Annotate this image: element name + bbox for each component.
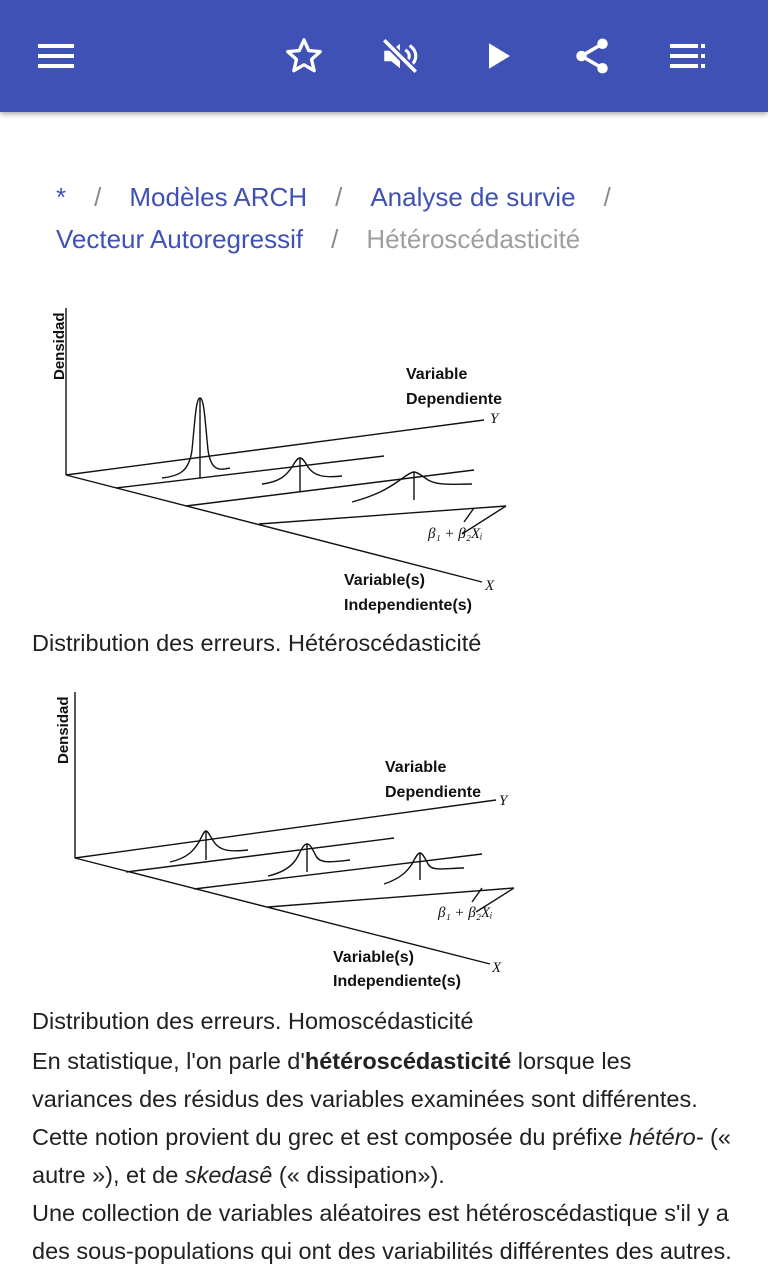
x-axis-label: X (492, 960, 502, 976)
independent-variable-label-line1: Variable(s) (333, 949, 414, 966)
density-label: Densidad (51, 312, 68, 380)
breadcrumb-separator: / (335, 182, 343, 212)
app-bar (0, 0, 768, 112)
table-of-contents-button[interactable] (660, 28, 716, 84)
italic-term: hétéro- (629, 1124, 704, 1150)
breadcrumb (56, 176, 736, 260)
hamburger-menu-icon (36, 41, 76, 71)
y-axis-label: Y (490, 411, 499, 427)
regression-label: β₁ + β₂Xᵢ (428, 526, 483, 542)
breadcrumb-current: Hétéroscédasticité (366, 224, 581, 254)
article-body (32, 1042, 738, 1270)
breadcrumb-item-vecteur[interactable]: Vecteur Autoregressif (56, 224, 304, 254)
list-icon (668, 41, 708, 71)
text-run: lorsque les variances des résidus des variables examinées sont différentes. Cette notion provient du grec et est composée du préfixe (32, 1048, 698, 1150)
heteroscedasticity-diagram (44, 300, 514, 620)
figure-caption-heteroscedasticity: Distribution des erreurs. Hétéroscédasticité (32, 630, 482, 656)
homoscedasticity-diagram (44, 686, 514, 998)
breadcrumb-item-survie[interactable]: Analyse de survie (370, 182, 576, 212)
x-axis-line (66, 475, 482, 582)
independent-variable-label-line2: Independiente(s) (333, 973, 462, 990)
x-axis-line (75, 858, 490, 964)
breadcrumb-separator: / (94, 182, 102, 212)
play-button[interactable] (470, 28, 526, 84)
article-paragraph-2: Une collection de variables aléatoires est hétéroscédastique s'il y a des sous-populations qui ont des variabilités différentes des autres. (32, 1200, 732, 1264)
volume-off-icon (379, 35, 421, 77)
dependent-variable-label-line1: Variable (385, 759, 447, 776)
text-run: (« dissipation»). (272, 1162, 445, 1188)
independent-variable-label-line1: Variable(s) (344, 572, 425, 589)
dependent-variable-label-line2: Dependiente (385, 784, 482, 801)
bold-term: hétéroscédasticité (304, 1048, 512, 1074)
error-curve-1 (162, 398, 230, 478)
share-button[interactable] (564, 28, 620, 84)
play-icon (480, 38, 516, 74)
figure-caption-homoscedasticity: Distribution des erreurs. Homoscédasticité (32, 1008, 474, 1034)
dependent-variable-label-line2: Dependiente (406, 391, 503, 408)
breadcrumb-separator: / (603, 182, 611, 212)
menu-button[interactable] (28, 28, 84, 84)
share-icon (571, 35, 613, 77)
star-outline-icon (283, 35, 325, 77)
breadcrumb-item-arch[interactable]: Modèles ARCH (129, 182, 308, 212)
error-curve-3 (352, 472, 472, 502)
y-axis-line (75, 800, 496, 858)
italic-term: skedasê (184, 1162, 273, 1188)
dependent-variable-label-line1: Variable (406, 366, 468, 383)
article-paragraph-1 (32, 1042, 738, 1194)
figure-homoscedasticity (44, 686, 514, 1003)
regression-label: β₁ + β₂Xᵢ (438, 905, 493, 921)
x-axis-label: X (485, 578, 495, 594)
density-label: Densidad (55, 696, 72, 764)
y-axis-label: Y (499, 793, 508, 809)
breadcrumb-item-home[interactable]: * (56, 182, 67, 212)
breadcrumb-separator: / (331, 224, 339, 254)
independent-variable-label-line2: Independiente(s) (344, 597, 473, 614)
figure-heteroscedasticity (44, 300, 514, 625)
mute-button[interactable] (372, 28, 428, 84)
text-run: En statistique, l'on parle d' (32, 1048, 305, 1074)
favorite-button[interactable] (276, 28, 332, 84)
y-axis-line (66, 420, 484, 475)
text-run: (« autre »), et de (32, 1124, 731, 1188)
